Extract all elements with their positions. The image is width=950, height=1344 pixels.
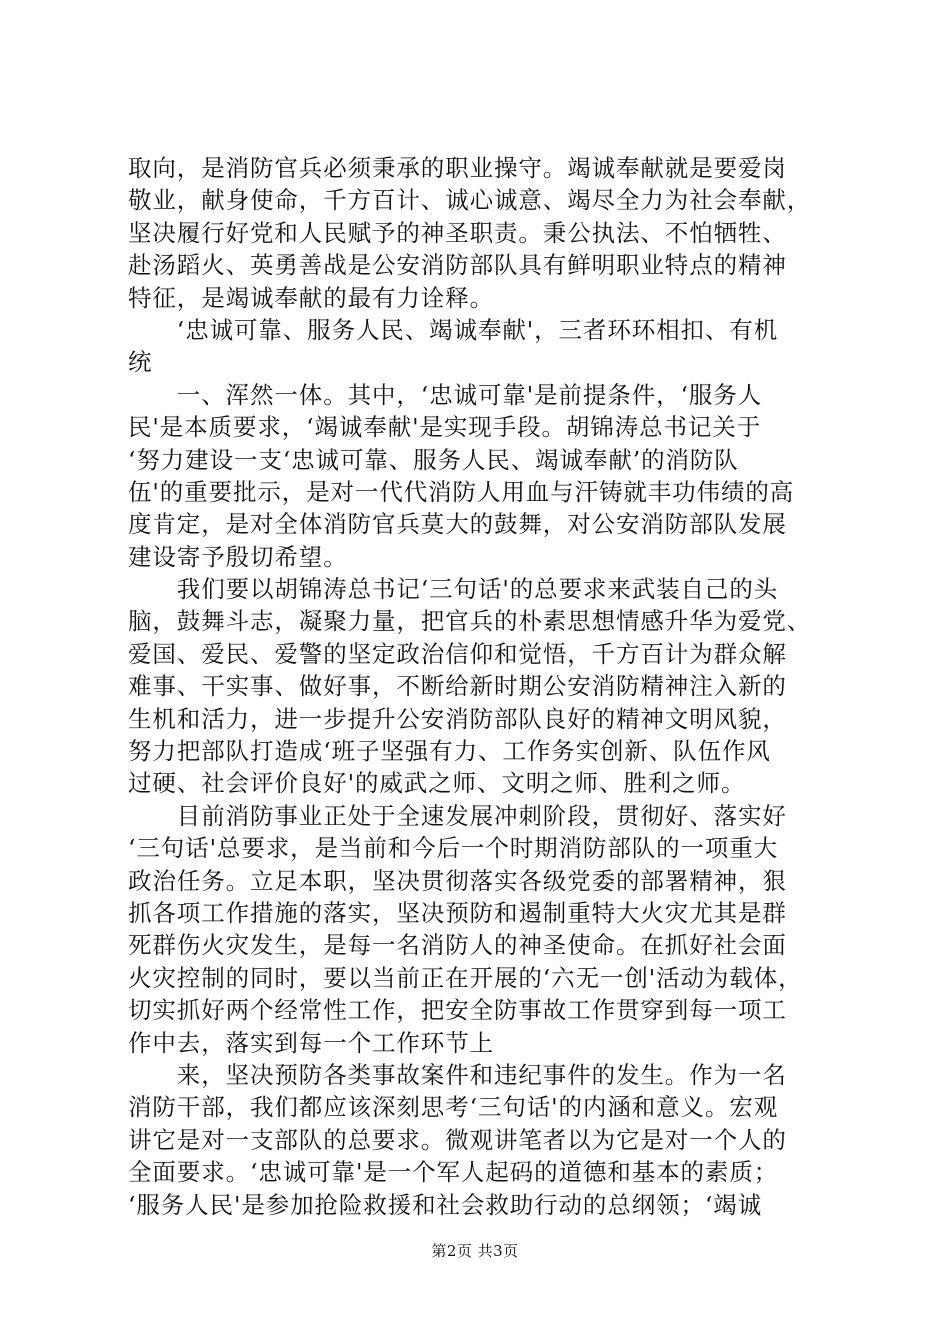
text-line: ‘三句话'总要求，是当前和今后一个时期消防部队的一项重大 [128,834,779,863]
text-line: ‘忠诚可靠、服务人民、竭诚奉献'，三者环环相扣、有机 [128,315,779,344]
text-line: 作中去，落实到每一个工作环节上 [128,1028,494,1057]
text-line: 一、浑然一体。其中，‘忠诚可靠'是前提条件，‘服务人 [128,380,763,409]
text-line: 目前消防事业正处于全速发展冲刺阶段，贯彻好、落实好 [128,801,787,830]
text-line: 死群伤火灾发生，是每一名消防人的神圣使命。在抓好社会面 [128,931,787,960]
text-line: 火灾控制的同时，要以当前正在开展的‘六无一创'活动为载体， [128,963,803,992]
text-line: 建设寄予殷切希望。 [128,542,348,571]
text-line: 特征，是竭诚奉献的最有力诠释。 [128,283,494,312]
text-line: ‘服务人民'是参加抢险救援和社会救助行动的总纲领；‘竭诚 [128,1190,763,1219]
text-line: ‘努力建设一支‘忠诚可靠、服务人民、竭诚奉献’的消防队 [128,445,739,474]
text-line: 脑，鼓舞斗志，凝聚力量，把官兵的朴素思想情感升华为爱党、 [128,607,812,636]
text-line: 来，坚决预防各类事故案件和违纪事件的发生。作为一名 [128,1060,787,1089]
text-line: 难事、干实事、做好事，不断给新时期公安消防精神注入新的 [128,672,787,701]
text-line: 我们要以胡锦涛总书记‘三句话'的总要求来武装自己的头 [128,575,779,604]
text-line: 取向，是消防官兵必须秉承的职业操守。竭诚奉献就是要爱岗 [128,154,787,182]
text-line: 政治任务。立足本职，坚决贯彻落实各级党委的部署精神，狠 [128,866,787,895]
text-line: 过硬、社会评价良好'的威武之师、文明之师、胜利之师。 [128,769,746,798]
text-line: 全面要求。‘忠诚可靠'是一个军人起码的道德和基本的素质； [128,1158,779,1187]
document-body [128,152,848,1221]
text-line: 爱国、爱民、爱警的坚定政治信仰和觉悟，千方百计为群众解 [128,639,787,668]
text-line: 度肯定，是对全体消防官兵莫大的鼓舞，对公安消防部队发展 [128,510,787,539]
text-line: 消防干部，我们都应该深刻思考‘三句话'的内涵和意义。宏观 [128,1093,779,1122]
text-line: 赴汤蹈火、英勇善战是公安消防部队具有鲜明职业特点的精神 [128,251,787,280]
text-line: 讲它是对一支部队的总要求。微观讲笔者以为它是对一个人的 [128,1125,787,1154]
page-footer: 第2页 共3页 [431,1242,519,1260]
text-line: 生机和活力，进一步提升公安消防部队良好的精神文明风貌， [128,704,787,733]
text-line: 抓各项工作措施的落实，坚决预防和遏制重特大火灾尤其是群 [128,898,787,927]
text-line: 敬业，献身使命，千方百计、诚心诚意、竭尽全力为社会奉献， [128,186,812,215]
text-line: 切实抓好两个经常性工作，把安全防事故工作贯穿到每一项工 [128,996,787,1025]
text-line: 努力把部队打造成‘班子坚强有力、工作务实创新、队伍作风 [128,737,771,766]
text-line: 统 [128,348,153,377]
text-line: 伍'的重要批示，是对一代代消防人用血与汗铸就丰功伟绩的高 [128,477,795,506]
text-line: 民'是本质要求，‘竭诚奉献'是实现手段。胡锦涛总书记关于 [128,413,762,442]
text-line: 坚决履行好党和人民赋予的神圣职责。秉公执法、不怕牺牲、 [128,218,787,247]
